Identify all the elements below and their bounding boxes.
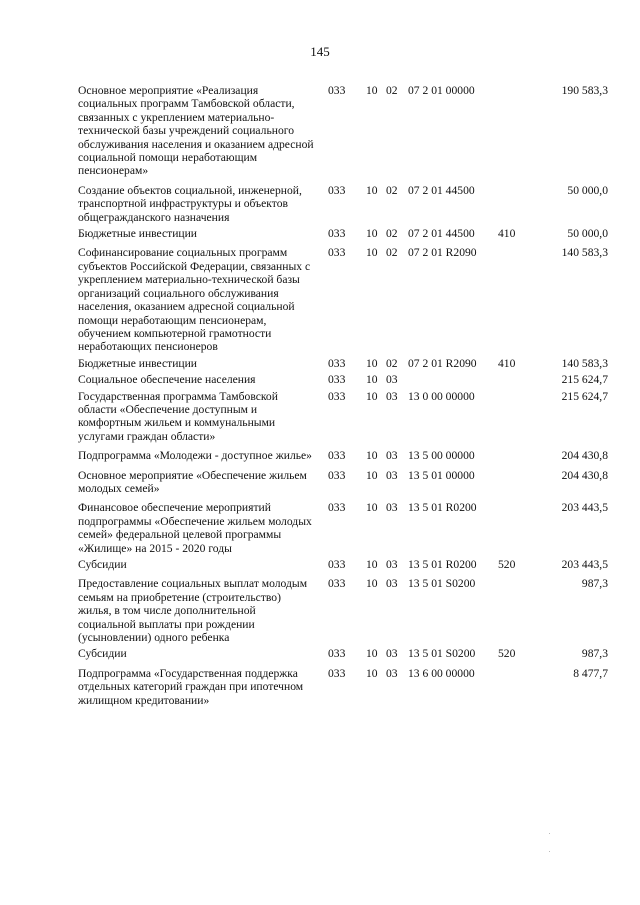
table-row (78, 184, 608, 224)
table-row (78, 227, 608, 240)
table-row (78, 577, 608, 644)
row-section-code: 10 (366, 389, 378, 403)
table-row (78, 501, 608, 555)
row-name: Бюджетные инвестиции (78, 356, 198, 370)
row-name: Основное мероприятие «Обеспечение жильем молодых семей» (78, 468, 307, 495)
row-name: Создание объектов социальной, инженерной, транспортной инфраструктуры и объектов общегражданского назначения (78, 183, 302, 224)
row-name: Основное мероприятие «Реализация социальных программ Тамбовской области, связанных с укреплением материально-технической базы учреждений социального обслуживания населения и оказанием адресной социальной помощи неработающим пенсионерам» (78, 84, 314, 178)
row-section-code: 10 (366, 246, 378, 260)
row-section-code: 10 (366, 647, 378, 661)
row-expense-type-code: 520 (498, 558, 516, 571)
row-section-code: 10 (366, 558, 378, 571)
row-expense-type-code: 520 (498, 647, 516, 661)
row-amount: 8 477,7 (573, 666, 608, 680)
row-ministry-code: 033 (328, 558, 346, 571)
row-ministry-code: 033 (328, 227, 346, 241)
row-subsection-code: 03 (386, 373, 398, 387)
row-target-code: 13 0 00 00000 (408, 389, 475, 403)
row-amount: 987,3 (581, 577, 608, 591)
row-target-code: 13 5 01 00000 (408, 468, 475, 482)
row-target-code: 07 2 01 44500 (408, 183, 475, 197)
row-amount: 215 624,7 (561, 373, 608, 387)
row-expense-type-code: 410 (498, 356, 516, 370)
row-subsection-code: 03 (386, 577, 398, 591)
table-row (78, 84, 608, 178)
row-name: Субсидии (78, 647, 127, 661)
row-subsection-code: 03 (386, 666, 398, 680)
row-amount: 203 443,5 (561, 558, 608, 571)
row-name: Социальное обеспечение населения (78, 373, 256, 387)
table-row (78, 390, 608, 444)
budget-table (78, 84, 608, 707)
row-name: Субсидии (78, 558, 127, 571)
row-ministry-code: 033 (328, 501, 346, 515)
row-amount: 50 000,0 (567, 183, 608, 197)
table-row (78, 449, 608, 462)
row-amount: 204 430,8 (561, 468, 608, 482)
table-row (78, 647, 608, 660)
scan-mark (549, 833, 550, 834)
table-row (78, 357, 608, 370)
row-ministry-code: 033 (328, 449, 346, 463)
row-section-code: 10 (366, 84, 378, 97)
row-name: Бюджетные инвестиции (78, 227, 198, 241)
row-name: Финансовое обеспечение мероприятий подпрограммы «Обеспечение жильем молодых семей» федеральной целевой программы «Жилище» на 2015 - 2020 годы (78, 501, 312, 555)
row-expense-type-code: 410 (498, 227, 516, 241)
row-ministry-code: 033 (328, 468, 346, 482)
row-subsection-code: 02 (386, 227, 398, 241)
row-section-code: 10 (366, 227, 378, 241)
row-subsection-code: 03 (386, 501, 398, 515)
scan-mark (549, 851, 550, 852)
row-name: Подпрограмма «Государственная поддержка отдельных категорий граждан при ипотечном жилищном кредитовании» (78, 666, 304, 707)
row-ministry-code: 033 (328, 373, 346, 387)
row-section-code: 10 (366, 501, 378, 515)
table-row (78, 667, 608, 707)
row-target-code: 07 2 01 R2090 (408, 246, 477, 260)
row-subsection-code: 02 (386, 84, 398, 97)
table-row (78, 469, 608, 496)
row-name: Предоставление социальных выплат молодым семьям на приобретение (строительство) жилья, в том числе дополнительной социальной выплаты при рождении (усыновлении) одного ребенка (78, 577, 308, 645)
row-target-code: 07 2 01 R2090 (408, 356, 477, 370)
row-subsection-code: 03 (386, 449, 398, 463)
row-target-code: 13 5 00 00000 (408, 449, 475, 463)
row-target-code: 13 5 01 S0200 (408, 577, 476, 591)
row-target-code: 07 2 01 44500 (408, 227, 475, 241)
row-ministry-code: 033 (328, 666, 346, 680)
row-amount: 203 443,5 (561, 501, 608, 515)
row-section-code: 10 (366, 577, 378, 591)
row-subsection-code: 02 (386, 183, 398, 197)
row-ministry-code: 033 (328, 356, 346, 370)
row-ministry-code: 033 (328, 577, 346, 591)
row-section-code: 10 (366, 183, 378, 197)
row-section-code: 10 (366, 356, 378, 370)
row-ministry-code: 033 (328, 647, 346, 661)
table-row (78, 558, 608, 571)
row-subsection-code: 03 (386, 468, 398, 482)
row-name: Софинансирование социальных программ субъектов Российской Федерации, связанных с укреплением материально-технической базы организаций социального обслуживания населения, оказанием адресной социальной помощи неработающим пенсионерам, обучением компьютерной грамотности неработающих пенсионеров (78, 246, 311, 354)
row-ministry-code: 033 (328, 183, 346, 197)
row-subsection-code: 03 (386, 389, 398, 403)
row-section-code: 10 (366, 449, 378, 463)
row-subsection-code: 02 (386, 246, 398, 260)
row-amount: 50 000,0 (567, 227, 608, 241)
row-target-code: 07 2 01 00000 (408, 84, 475, 97)
row-subsection-code: 02 (386, 356, 398, 370)
row-target-code: 13 5 01 S0200 (408, 647, 476, 661)
row-amount: 190 583,3 (561, 84, 608, 97)
row-ministry-code: 033 (328, 84, 346, 97)
row-amount: 140 583,3 (561, 246, 608, 260)
row-amount: 204 430,8 (561, 449, 608, 463)
page-number: 145 (310, 44, 330, 59)
row-section-code: 10 (366, 468, 378, 482)
row-section-code: 10 (366, 666, 378, 680)
table-row (78, 373, 608, 386)
row-section-code: 10 (366, 373, 378, 387)
row-target-code: 13 5 01 R0200 (408, 501, 477, 515)
row-subsection-code: 03 (386, 647, 398, 661)
row-subsection-code: 03 (386, 558, 398, 571)
table-row (78, 246, 608, 353)
row-amount: 215 624,7 (561, 389, 608, 403)
row-target-code: 13 6 00 00000 (408, 666, 475, 680)
row-amount: 140 583,3 (561, 356, 608, 370)
row-target-code: 13 5 01 R0200 (408, 558, 477, 571)
row-amount: 987,3 (581, 647, 608, 661)
row-ministry-code: 033 (328, 246, 346, 260)
row-name: Подпрограмма «Молодежи - доступное жилье» (78, 449, 312, 463)
row-name: Государственная программа Тамбовской области «Обеспечение доступным и комфортным жильем и коммунальными услугами граждан области» (78, 389, 278, 443)
row-ministry-code: 033 (328, 389, 346, 403)
